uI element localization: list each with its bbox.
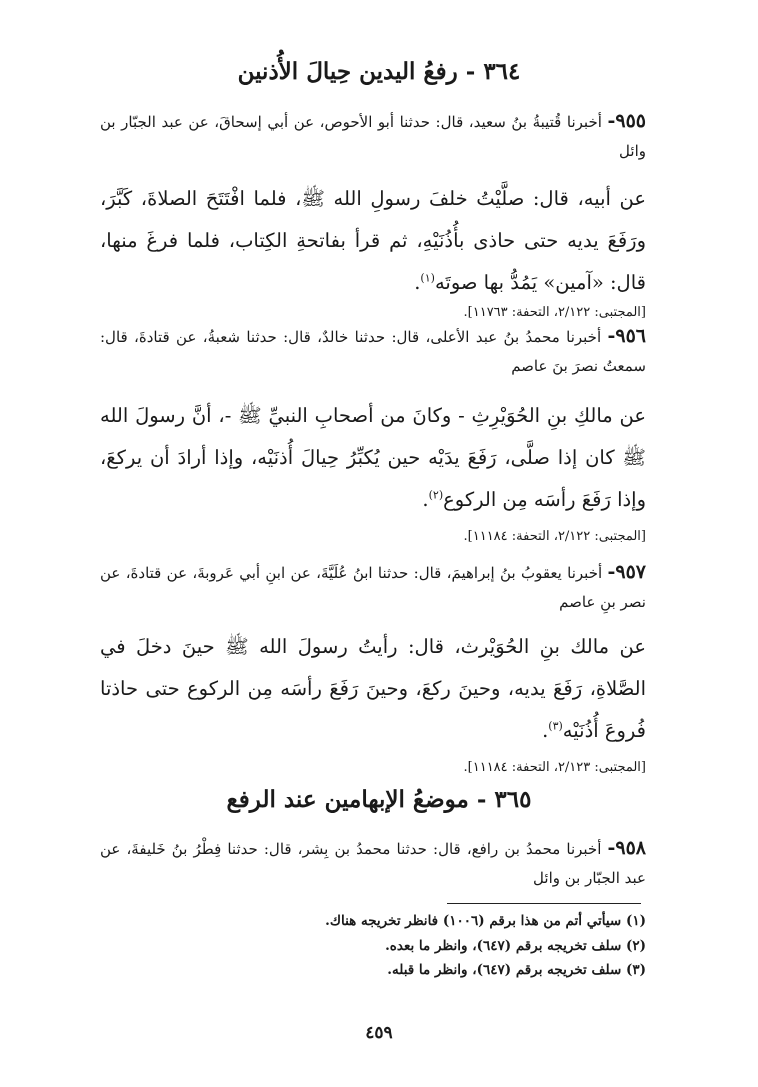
isnad-text: أخبرنا محمدُ بنُ عبد الأعلى، قال: حدثنا خالدٌ، قال: حدثنا شعبةُ، عن قتادةَ، قال: سمعتُ نصرَ بنَ عاصم bbox=[100, 328, 646, 375]
page-number: ٤٥٩ bbox=[365, 1023, 393, 1043]
hadith-isnad bbox=[100, 834, 646, 893]
hadith-matn: عن أبيه، قال: صلَّيْتُ خلفَ رسولِ الله ﷺ، فلما افْتَتَحَ الصلاةَ، كَبَّرَ، ورَفَعَ يديه حتى حاذى بأُذُنَيْهِ، ثم قرأ بفاتحةِ الكِتاب، فلما فرغَ منها، قال: «آمين» يَمُدُّ بها صوتَه$^{(١)}$. bbox=[100, 187, 646, 294]
footnote-marker: (٣) bbox=[548, 719, 563, 733]
hadith-reference: [المجتبى: ٢/١٢٣، التحفة: ١١١٨٤]. bbox=[463, 760, 646, 775]
hadith-number: ٩٥٦- bbox=[607, 325, 646, 347]
footnote-marker: (٢) bbox=[428, 488, 444, 502]
footnote: (٢) سلف تخريجه برقم (٦٤٧)، وانظر ما بعده. bbox=[385, 938, 646, 954]
hadith-matn: عن مالكِ بنِ الحُوَيْرِثِ - وكانَ من أصحابِ النبيِّ ﷺ -، أنَّ رسولَ الله ﷺ كان إذا صلَّى، رَفَعَ يدَيْه حين يُكبِّرُ حِيالَ أُذنَيْه، وإذا أرادَ أن يركعَ، وإذا رَفَعَ رأسَه مِن الركوع$^{(٢)}$. bbox=[100, 404, 646, 511]
footnote-separator bbox=[447, 903, 641, 904]
footnote-marker: (١) bbox=[420, 271, 435, 285]
hadith-isnad bbox=[100, 558, 646, 617]
hadith-number: ٩٥٥- bbox=[607, 110, 646, 132]
footnote: (٣) سلف تخريجه برقم (٦٤٧)، وانظر ما قبله. bbox=[387, 962, 646, 978]
isnad-text: أخبرنا قُتيبةُ بنُ سعيد، قال: حدثنا أبو الأحوص، عن أبي إسحاقَ، عن عبد الجبّار بن وائل bbox=[100, 113, 646, 160]
footnote: (١) سيأتي أتم من هذا برقم (١٠٠٦) فانظر تخريجه هناك. bbox=[325, 913, 646, 929]
hadith-isnad bbox=[100, 107, 646, 166]
matn-text: عن أبيه، قال: صلَّيْتُ خلفَ رسولِ الله ﷺ، فلما افْتَتَحَ الصلاةَ، كَبَّرَ، ورَفَعَ يديه حتى حاذى بأُذُنَيْهِ، ثم قرأ بفاتحةِ الكِتاب، فلما فرغَ منها، قال: «آمين» يَمُدُّ بها صوتَه bbox=[100, 187, 646, 294]
hadith-number: ٩٥٨- bbox=[607, 837, 646, 859]
hadith-reference: [المجتبى: ٢/١٢٢، التحفة: ١١٧٦٣]. bbox=[463, 305, 646, 320]
isnad-text: أخبرنا محمدُ بن رافع، قال: حدثنا محمدُ بن بِشر، قال: حدثنا فِطْرُ بنُ خَليفةَ، عن عبد الجبّار بن وائل bbox=[100, 840, 646, 887]
matn-text: عن مالك بنِ الحُوَيْرث، قال: رأيتُ رسولَ الله ﷺ حينَ دخلَ في الصَّلاةِ، رَفَعَ يديه، وحينَ ركعَ، وحينَ رَفَعَ رأسَه مِن الركوع حتى حاذتا فُروعَ أُذُنَيْه bbox=[100, 635, 646, 742]
hadith-isnad bbox=[100, 322, 646, 381]
isnad-text: أخبرنا يعقوبُ بنُ إبراهيمَ، قال: حدثنا ابنُ عُلَيَّةَ، عن ابنِ أبي عَروبةَ، عن قتادةَ، عن نصر بنِ عاصم bbox=[100, 564, 646, 611]
hadith-number: ٩٥٧- bbox=[607, 561, 646, 583]
matn-text: عن مالكِ بنِ الحُوَيْرِثِ - وكانَ من أصحابِ النبيِّ ﷺ -، أنَّ رسولَ الله ﷺ كان إذا صلَّى، رَفَعَ يدَيْه حين يُكبِّرُ حِيالَ أُذنَيْه، وإذا أرادَ أن يركعَ، وإذا رَفَعَ رأسَه مِن الركوع bbox=[100, 404, 646, 511]
chapter-heading: ٣٦٥ - موضعُ الإبهامين عند الرفع bbox=[226, 786, 532, 813]
hadith-matn: عن مالك بنِ الحُوَيْرث، قال: رأيتُ رسولَ الله ﷺ حينَ دخلَ في الصَّلاةِ، رَفَعَ يديه، وحينَ ركعَ، وحينَ رَفَعَ رأسَه مِن الركوع حتى حاذتا فُروعَ أُذُنَيْه$^{(٣)}$. bbox=[100, 635, 646, 742]
chapter-heading: ٣٦٤ - رفعُ اليدين حِيالَ الأُذنين bbox=[237, 58, 521, 85]
hadith-reference: [المجتبى: ٢/١٢٢، التحفة: ١١١٨٤]. bbox=[463, 529, 646, 544]
